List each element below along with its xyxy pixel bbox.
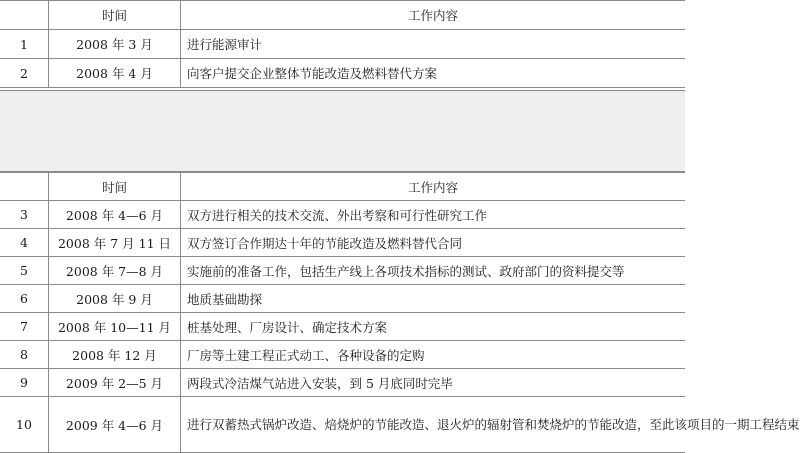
- row-time: 2008 年 4—6 月: [49, 201, 181, 229]
- row-time: 2009 年 2—5 月: [49, 369, 181, 397]
- row-content: 进行双蓄热式锅炉改造、焙烧炉的节能改造、退火炉的辐射管和焚烧炉的节能改造，至此该项目的一期工程结束: [181, 397, 686, 453]
- schedule-table-part-2: [0, 172, 800, 453]
- row-number: 3: [0, 201, 49, 229]
- header-time: 时间: [49, 1, 181, 30]
- row-time: 2008 年 3 月: [49, 30, 181, 59]
- header-content: 工作内容: [181, 173, 686, 201]
- row-content: 桩基处理、厂房设计、确定技术方案: [181, 313, 686, 341]
- table-row: [0, 201, 685, 229]
- row-number: 8: [0, 341, 49, 369]
- row-time: 2008 年 10—11 月: [49, 313, 181, 341]
- row-content: 地质基础勘探: [181, 285, 686, 313]
- row-content: 向客户提交企业整体节能改造及燃料替代方案: [181, 59, 686, 88]
- row-time: 2008 年 7—8 月: [49, 257, 181, 285]
- row-number: 6: [0, 285, 49, 313]
- schedule-table-part-1: [0, 0, 685, 88]
- row-number: 10: [0, 397, 49, 453]
- table-row: [0, 229, 685, 257]
- header-content: 工作内容: [181, 1, 686, 30]
- table-row: [0, 285, 685, 313]
- row-time: 2008 年 7 月 11 日: [49, 229, 181, 257]
- row-time: 2008 年 12 月: [49, 341, 181, 369]
- row-number: 1: [0, 30, 49, 59]
- header-number: [0, 1, 49, 30]
- row-number: 7: [0, 313, 49, 341]
- table-row: [0, 397, 685, 453]
- table-row: [0, 30, 685, 59]
- table-row: [0, 341, 685, 369]
- row-number: 5: [0, 257, 49, 285]
- row-content: 进行能源审计: [181, 30, 686, 59]
- row-content: 双方签订合作期达十年的节能改造及燃料替代合同: [181, 229, 686, 257]
- table-row: [0, 369, 685, 397]
- table-header-row: [0, 173, 685, 201]
- row-time: 2008 年 9 月: [49, 285, 181, 313]
- row-time: 2008 年 4 月: [49, 59, 181, 88]
- row-content: 厂房等土建工程正式动工、各种设备的定购: [181, 341, 686, 369]
- row-content: 两段式冷洁煤气站进入安装，到 5 月底同时完毕: [181, 369, 686, 397]
- row-time: 2009 年 4—6 月: [49, 397, 181, 453]
- table-row: [0, 257, 685, 285]
- row-number: 2: [0, 59, 49, 88]
- header-number: [0, 173, 49, 201]
- page-break-gap: [0, 90, 685, 172]
- row-number: 9: [0, 369, 49, 397]
- row-number: 4: [0, 229, 49, 257]
- table-row: [0, 313, 685, 341]
- row-content: 实施前的准备工作，包括生产线上各项技术指标的测试、政府部门的资料提交等: [181, 257, 686, 285]
- table-row: [0, 59, 685, 88]
- header-time: 时间: [49, 173, 181, 201]
- row-content: 双方进行相关的技术交流、外出考察和可行性研究工作: [181, 201, 686, 229]
- table-header-row: [0, 1, 685, 30]
